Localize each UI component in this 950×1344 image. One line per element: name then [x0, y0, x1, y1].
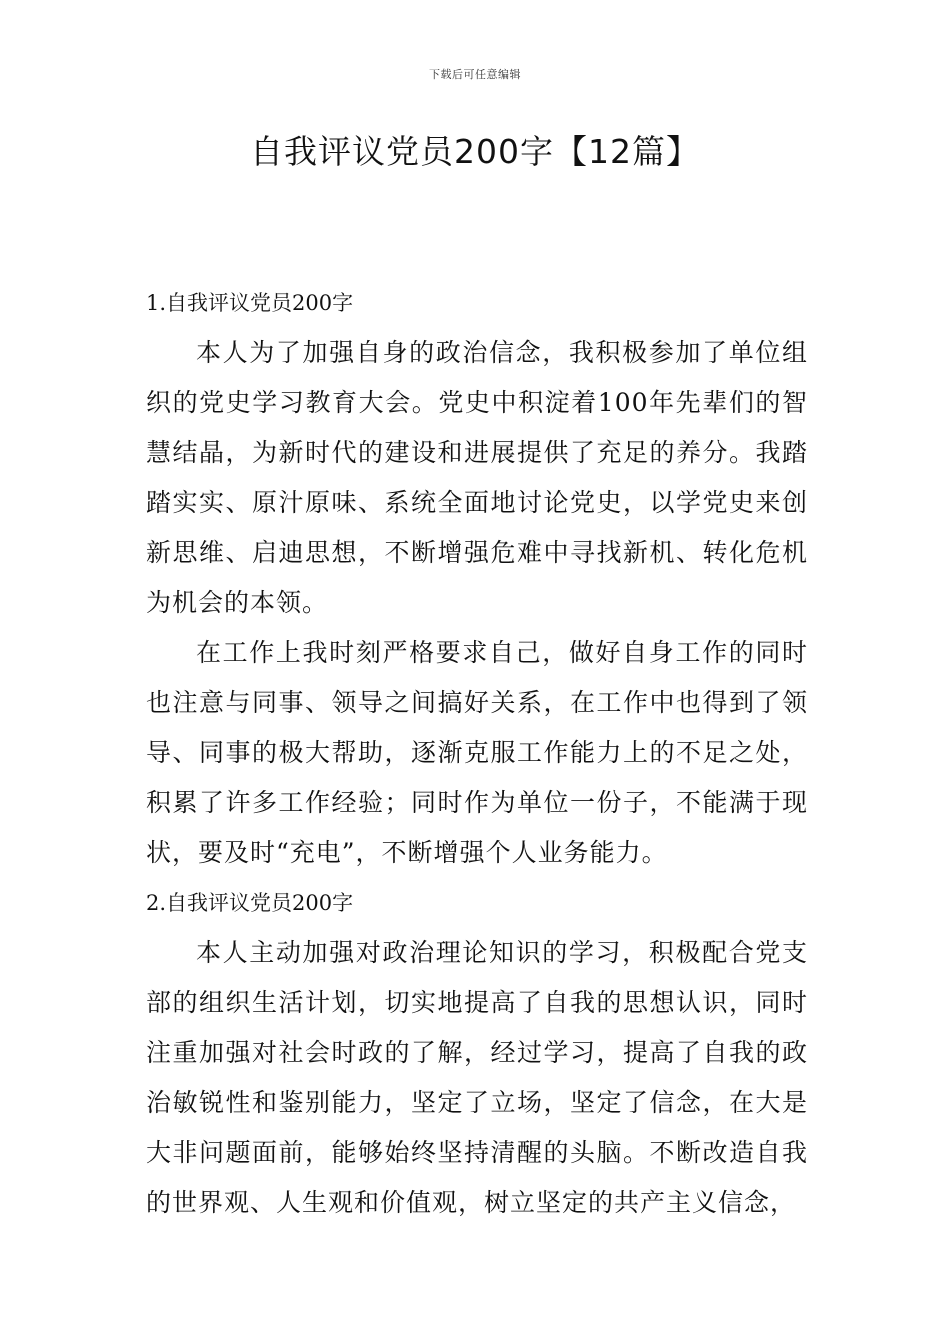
section-1	[146, 278, 808, 878]
paragraph: 本人主动加强对政治理论知识的学习，积极配合党支部的组织生活计划，切实地提高了自我的思想认识，同时注重加强对社会时政的了解，经过学习，提高了自我的政治敏锐性和鉴别能力，坚定了立场，坚定了信念，在大是大非问题面前，能够始终坚持清醒的头脑。不断改造自我的世界观、人生观和价值观，树立坚定的共产主义信念，	[146, 938, 808, 1217]
header-note: 下载后可任意编辑	[429, 68, 521, 81]
document-title: 自我评议党员200字【12篇】	[250, 132, 700, 171]
paragraph: 本人为了加强自身的政治信念，我积极参加了单位组织的党史学习教育大会。党史中积淀着100年先辈们的智慧结晶，为新时代的建设和进展提供了充足的养分。我踏踏实实、原汁原味、系统全面地讨论党史，以学党史来创新思维、启迪思想，不断增强危难中寻找新机、转化危机为机会的本领。	[146, 338, 808, 617]
section-heading: 1.自我评议党员200字	[146, 291, 354, 315]
document-body	[146, 278, 808, 1228]
section-2	[146, 878, 808, 1228]
paragraph: 在工作上我时刻严格要求自己，做好自身工作的同时也注意与同事、领导之间搞好关系，在工作中也得到了领导、同事的极大帮助，逐渐克服工作能力上的不足之处，积累了许多工作经验；同时作为单位一份子，不能满于现状，要及时“充电”，不断增强个人业务能力。	[146, 638, 808, 867]
section-heading: 2.自我评议党员200字	[146, 891, 354, 915]
